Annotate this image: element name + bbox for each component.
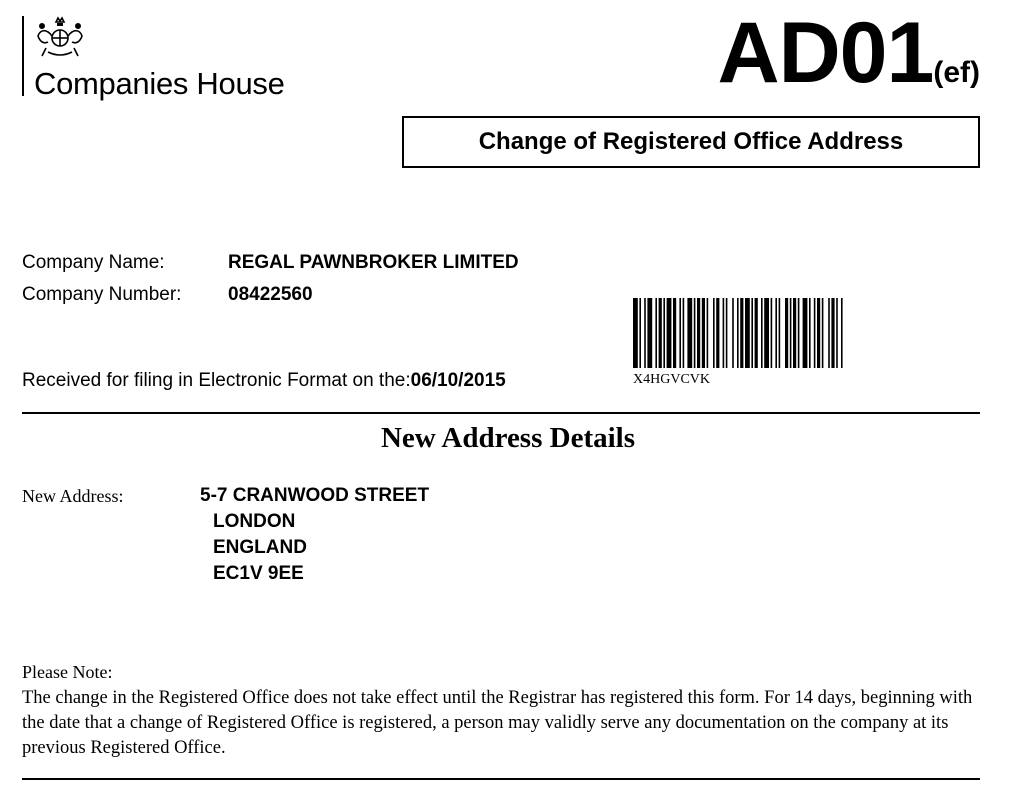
- barcode-bar: [716, 298, 719, 368]
- barcode: [633, 298, 973, 368]
- barcode-bar: [785, 298, 788, 368]
- form-title-box: [402, 116, 980, 168]
- barcode-bar: [809, 298, 811, 368]
- barcode-bar: [793, 298, 796, 368]
- company-number-value: 08422560: [228, 284, 313, 305]
- received-line: [22, 370, 506, 392]
- barcode-bar: [647, 298, 652, 368]
- barcode-bar: [771, 298, 773, 368]
- barcode-bar: [723, 298, 725, 368]
- barcode-bar: [836, 298, 838, 368]
- address-line-2: LONDON: [213, 511, 296, 532]
- barcode-bar: [659, 298, 662, 368]
- barcode-bar: [726, 298, 728, 368]
- barcode-bar: [814, 298, 816, 368]
- barcode-bar: [673, 298, 676, 368]
- bottom-divider: [22, 778, 980, 780]
- barcode-bar: [687, 298, 692, 368]
- barcode-bar: [761, 298, 763, 368]
- address-label: New Address:: [22, 486, 124, 506]
- barcode-bar: [707, 298, 709, 368]
- barcode-bar: [697, 298, 700, 368]
- address-line-4: EC1V 9EE: [213, 563, 304, 584]
- barcode-bar: [745, 298, 750, 368]
- form-code-main: AD01: [717, 5, 934, 101]
- barcode-bar: [755, 298, 758, 368]
- barcode-bar: [775, 298, 777, 368]
- barcode-bar: [702, 298, 705, 368]
- form-title: Change of Registered Office Address: [478, 128, 904, 155]
- barcode-bar: [828, 298, 830, 368]
- barcode-bar: [683, 298, 685, 368]
- form-code-suffix: (ef): [933, 56, 980, 89]
- barcode-bar: [751, 298, 753, 368]
- barcode-bar: [732, 298, 734, 368]
- note-body: The change in the Registered Office does not take effect until the Registrar has registered this form. For 14 days, beginning with the date that a change of Registered Office is registered, a person may validly serve any documentation on the company at its previous Registered Office.: [22, 688, 973, 758]
- barcode-bar: [713, 298, 715, 368]
- barcode-bar: [655, 298, 657, 368]
- barcode-bar: [803, 298, 808, 368]
- address-line-1: 5-7 CRANWOOD STREET: [200, 485, 430, 506]
- logo-divider: [22, 16, 24, 96]
- barcode-bar: [740, 298, 743, 368]
- barcode-bar: [798, 298, 800, 368]
- barcode-bar: [679, 298, 681, 368]
- barcode-bar: [639, 298, 641, 368]
- royal-crest-icon: [32, 14, 88, 58]
- barcode-bar: [817, 298, 820, 368]
- top-divider: [22, 412, 980, 414]
- barcode-bar: [779, 298, 781, 368]
- received-label: Received for filing in Electronic Format on the:: [22, 370, 411, 391]
- barcode-bar: [663, 298, 665, 368]
- barcode-bar: [822, 298, 824, 368]
- barcode-bar: [831, 298, 834, 368]
- barcode-bar: [644, 298, 646, 368]
- address-block: [200, 483, 429, 587]
- received-date: 06/10/2015: [410, 370, 506, 391]
- company-name-value: REGAL PAWNBROKER LIMITED: [228, 252, 519, 273]
- company-number-label: Company Number:: [22, 284, 182, 305]
- barcode-bar: [633, 298, 638, 368]
- barcode-bar: [737, 298, 739, 368]
- form-code: [717, 5, 980, 101]
- note-heading: Please Note:: [22, 662, 113, 682]
- barcode-text: X4HGVCVK: [633, 372, 710, 387]
- section-title: New Address Details: [380, 422, 636, 454]
- address-line-3: ENGLAND: [213, 537, 307, 558]
- barcode-bar: [667, 298, 672, 368]
- organization-name: Companies House: [34, 66, 285, 101]
- barcode-bar: [694, 298, 696, 368]
- barcode-bar: [764, 298, 769, 368]
- barcode-bar: [841, 298, 843, 368]
- barcode-bar: [790, 298, 792, 368]
- company-name-label: Company Name:: [22, 252, 165, 273]
